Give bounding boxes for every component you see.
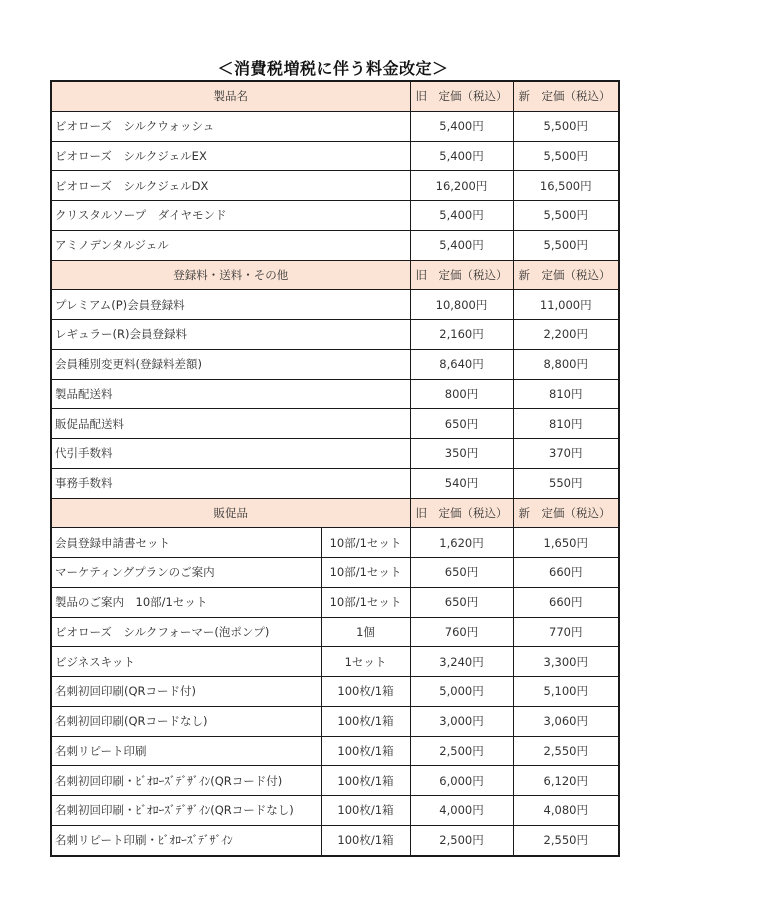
table-row (51, 141, 619, 171)
table-row (51, 111, 619, 141)
old-price: 3,000円 (410, 706, 513, 736)
new-price: 370円 (513, 439, 619, 469)
new-price: 1,650円 (513, 528, 619, 558)
old-price: 650円 (410, 409, 513, 439)
item-quantity: 100枚/1箱 (321, 677, 410, 707)
table-row (51, 468, 619, 498)
new-price: 660円 (513, 558, 619, 588)
item-name: ビオローズ シルクジェルDX (51, 171, 410, 201)
item-name: 名刺初回印刷・ﾋﾞｵﾛｰｽﾞﾃﾞｻﾞｲﾝ(QRコード付) (51, 766, 321, 796)
new-price: 2,550円 (513, 825, 619, 855)
new-price: 6,120円 (513, 766, 619, 796)
old-price: 350円 (410, 439, 513, 469)
item-name: プレミアム(P)会員登録料 (51, 290, 410, 320)
table-row (51, 587, 619, 617)
table-row (51, 290, 619, 320)
table-row (51, 230, 619, 260)
new-price: 3,060円 (513, 706, 619, 736)
new-price: 5,500円 (513, 141, 619, 171)
item-name: 製品配送料 (51, 379, 410, 409)
new-price: 3,300円 (513, 647, 619, 677)
table-row (51, 379, 619, 409)
table-row (51, 349, 619, 379)
old-price: 5,400円 (410, 141, 513, 171)
old-price-header: 旧 定価（税込） (410, 260, 513, 290)
new-price: 2,550円 (513, 736, 619, 766)
table-row (51, 736, 619, 766)
item-name: 名刺リピート印刷・ﾋﾞｵﾛｰｽﾞﾃﾞｻﾞｲﾝ (51, 825, 321, 855)
old-price: 1,620円 (410, 528, 513, 558)
item-name: 製品のご案内 10部/1セット (51, 587, 321, 617)
item-name: アミノデンタルジェル (51, 230, 410, 260)
price-table-body (51, 81, 619, 856)
old-price-header: 旧 定価（税込） (410, 81, 513, 111)
new-price: 660円 (513, 587, 619, 617)
new-price: 5,500円 (513, 111, 619, 141)
table-row (51, 528, 619, 558)
item-quantity: 100枚/1箱 (321, 706, 410, 736)
old-price: 10,800円 (410, 290, 513, 320)
new-price: 5,500円 (513, 230, 619, 260)
old-price: 2,160円 (410, 320, 513, 350)
old-price: 4,000円 (410, 796, 513, 826)
item-name: ビオローズ シルクジェルEX (51, 141, 410, 171)
table-row (51, 647, 619, 677)
item-name: ビオローズ シルクフォーマー(泡ポンプ) (51, 617, 321, 647)
table-row (51, 201, 619, 231)
item-quantity: 10部/1セット (321, 528, 410, 558)
old-price: 2,500円 (410, 736, 513, 766)
new-price-header: 新 定価（税込） (513, 81, 619, 111)
new-price-header: 新 定価（税込） (513, 498, 619, 528)
table-row (51, 706, 619, 736)
new-price: 810円 (513, 379, 619, 409)
old-price: 5,400円 (410, 111, 513, 141)
old-price: 650円 (410, 587, 513, 617)
old-price: 5,000円 (410, 677, 513, 707)
table-row (51, 558, 619, 588)
table-row (51, 796, 619, 826)
item-quantity: 10部/1セット (321, 587, 410, 617)
item-name: 販促品配送料 (51, 409, 410, 439)
item-quantity: 100枚/1箱 (321, 825, 410, 855)
table-row (51, 409, 619, 439)
table-row (51, 617, 619, 647)
item-name: 代引手数料 (51, 439, 410, 469)
table-row (51, 439, 619, 469)
old-price: 5,400円 (410, 201, 513, 231)
new-price: 8,800円 (513, 349, 619, 379)
item-name: ビジネスキット (51, 647, 321, 677)
item-name: 名刺初回印刷(QRコードなし) (51, 706, 321, 736)
old-price: 3,240円 (410, 647, 513, 677)
old-price: 650円 (410, 558, 513, 588)
table-row (51, 825, 619, 855)
item-name: 会員種別変更料(登録料差額) (51, 349, 410, 379)
new-price: 550円 (513, 468, 619, 498)
item-quantity: 100枚/1箱 (321, 736, 410, 766)
old-price: 6,000円 (410, 766, 513, 796)
old-price: 8,640円 (410, 349, 513, 379)
item-quantity: 1個 (321, 617, 410, 647)
item-name: 名刺リピート印刷 (51, 736, 321, 766)
old-price: 800円 (410, 379, 513, 409)
item-name: 会員登録申請書セット (51, 528, 321, 558)
table-row (51, 766, 619, 796)
section-header-label: 製品名 (51, 81, 410, 111)
item-name: クリスタルソープ ダイヤモンド (51, 201, 410, 231)
item-name: 名刺初回印刷・ﾋﾞｵﾛｰｽﾞﾃﾞｻﾞｲﾝ(QRコードなし) (51, 796, 321, 826)
new-price: 810円 (513, 409, 619, 439)
old-price: 540円 (410, 468, 513, 498)
item-name: レギュラー(R)会員登録料 (51, 320, 410, 350)
table-row (51, 171, 619, 201)
old-price: 5,400円 (410, 230, 513, 260)
item-name: 事務手数料 (51, 468, 410, 498)
new-price-header: 新 定価（税込） (513, 260, 619, 290)
section-header-label: 販促品 (51, 498, 410, 528)
section-header-fees (51, 260, 619, 290)
new-price: 5,100円 (513, 677, 619, 707)
price-table (50, 80, 620, 857)
item-quantity: 100枚/1箱 (321, 796, 410, 826)
section-header-promo (51, 498, 619, 528)
item-quantity: 10部/1セット (321, 558, 410, 588)
new-price: 770円 (513, 617, 619, 647)
new-price: 4,080円 (513, 796, 619, 826)
old-price: 16,200円 (410, 171, 513, 201)
section-header-products (51, 81, 619, 111)
item-name: ビオローズ シルクウォッシュ (51, 111, 410, 141)
table-row (51, 320, 619, 350)
new-price: 16,500円 (513, 171, 619, 201)
item-quantity: 1セット (321, 647, 410, 677)
new-price: 5,500円 (513, 201, 619, 231)
old-price-header: 旧 定価（税込） (410, 498, 513, 528)
item-name: マーケティングプランのご案内 (51, 558, 321, 588)
new-price: 2,200円 (513, 320, 619, 350)
new-price: 11,000円 (513, 290, 619, 320)
item-name: 名刺初回印刷(QRコード付) (51, 677, 321, 707)
section-header-label: 登録料・送料・その他 (51, 260, 410, 290)
page-title: ＜消費税増税に伴う料金改定＞ (217, 59, 449, 78)
table-row (51, 677, 619, 707)
old-price: 760円 (410, 617, 513, 647)
old-price: 2,500円 (410, 825, 513, 855)
item-quantity: 100枚/1箱 (321, 766, 410, 796)
